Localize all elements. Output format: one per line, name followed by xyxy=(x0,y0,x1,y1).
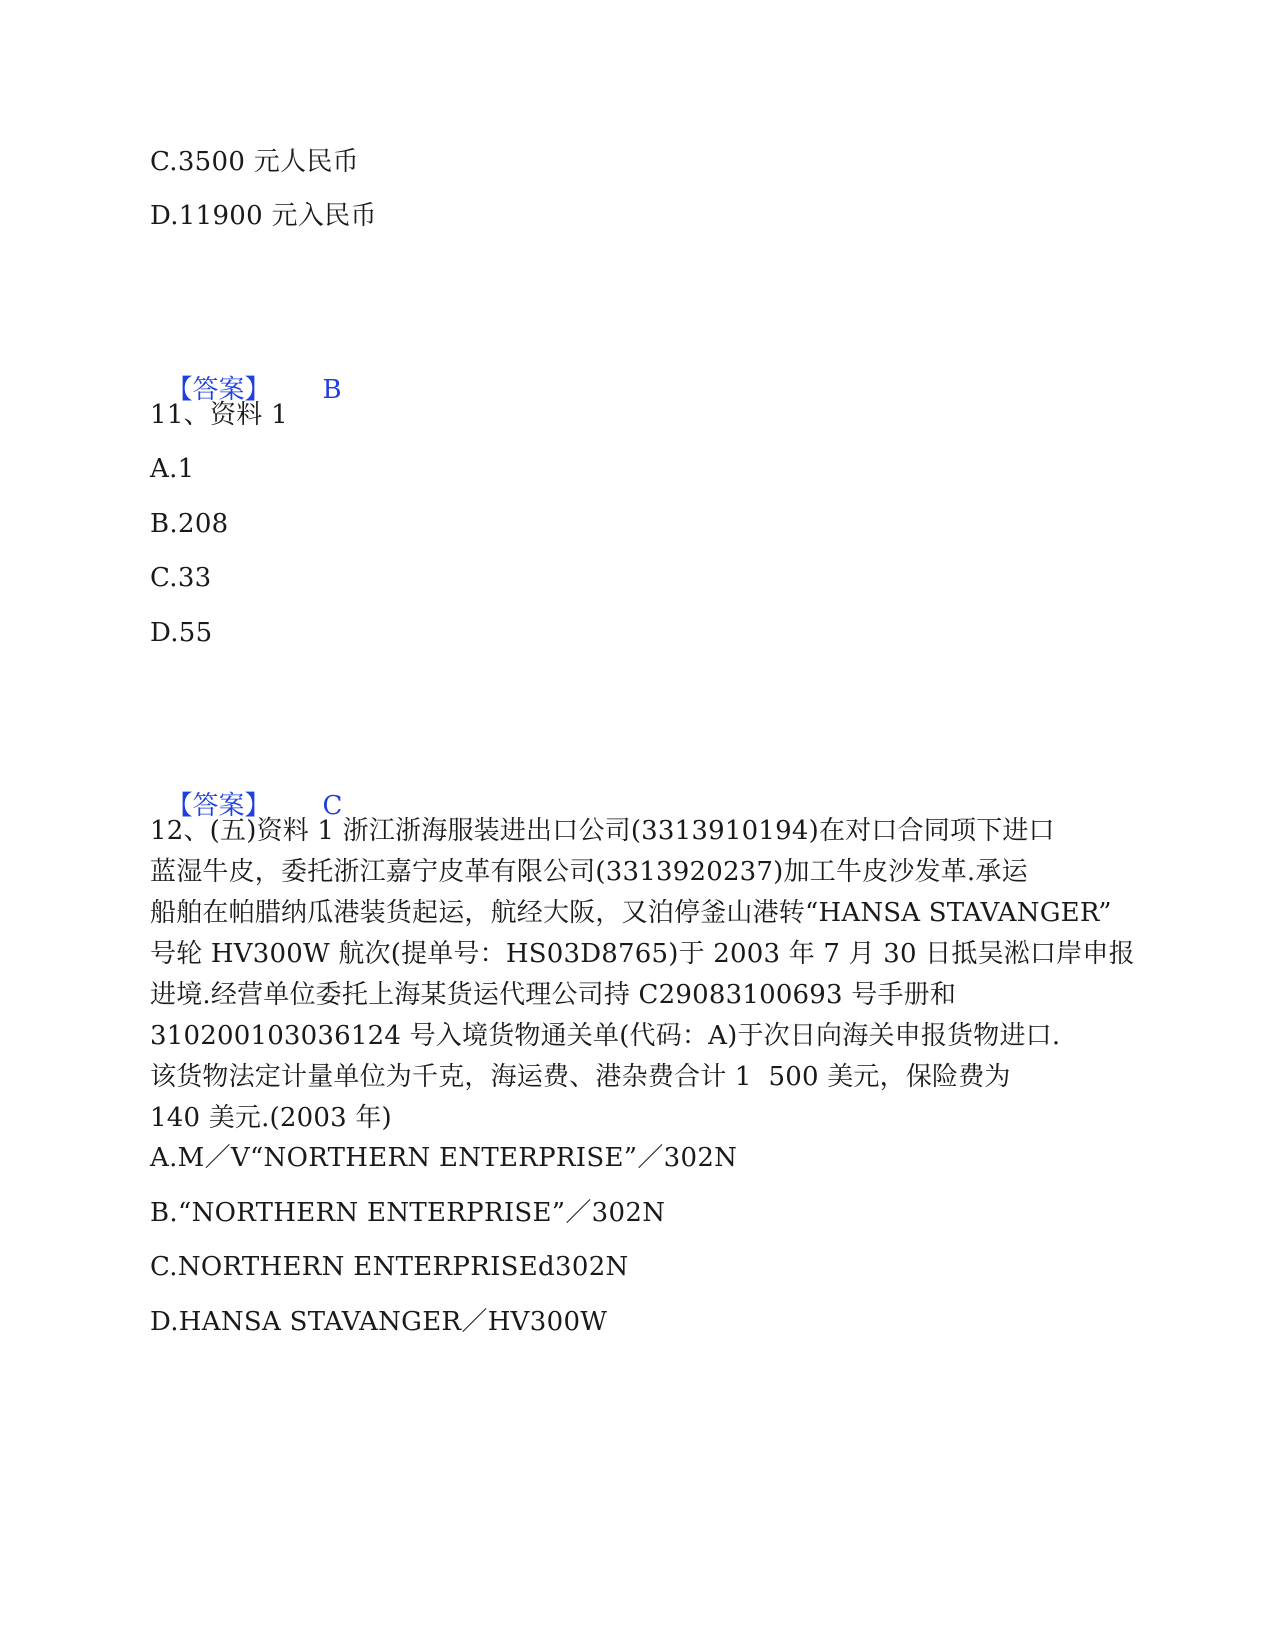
q12-stem-line: 140 美元.(2003 年) xyxy=(150,1103,392,1133)
q11-option-a: A.1 xyxy=(150,454,195,484)
q12-option-d: D.HANSA STAVANGER／HV300W xyxy=(150,1307,608,1337)
q11-stem: 11、资料 1 xyxy=(150,400,288,430)
q12-stem-line: 船舶在帕腊纳瓜港装货起运，航经大阪，又泊停釜山港转“HANSA STAVANGER” xyxy=(150,898,1112,928)
answer-value: B xyxy=(322,375,342,405)
q12-option-a: A.M／V“NORTHERN ENTERPRISE”／302N xyxy=(150,1143,738,1173)
answer-value: C xyxy=(322,791,343,821)
q12-stem-line: 12、(五)资料 1 浙江浙海服装进出口公司(3313910194)在对口合同项下进口 xyxy=(150,816,1055,846)
q10-option-d: D.11900 元入民币 xyxy=(150,201,377,231)
q12-stem xyxy=(150,811,1135,1139)
q12-stem-line: 号轮 HV300W 航次(提单号：HS03D8765)于 2003 年 7 月 30 日抵吴淞口岸申报 xyxy=(150,939,1135,969)
q12-stem-line: 310200103036124 号入境货物通关单(代码：A)于次日向海关申报货物进口. xyxy=(150,1021,1061,1051)
q11-option-c: C.33 xyxy=(150,563,212,593)
answer-label: 【答案】 xyxy=(166,375,271,405)
q11-option-d: D.55 xyxy=(150,618,213,648)
q10-option-c: C.3500 元人民币 xyxy=(150,147,359,177)
q11-option-b: B.208 xyxy=(150,509,229,539)
q12-option-b: B.“NORTHERN ENTERPRISE”／302N xyxy=(150,1198,666,1228)
answer-10 xyxy=(150,345,342,405)
q12-stem-line: 该货物法定计量单位为千克，海运费、港杂费合计 1 500 美元，保险费为 xyxy=(150,1062,1011,1092)
q12-stem-line: 进境.经营单位委托上海某货运代理公司持 C29083100693 号手册和 xyxy=(150,980,957,1010)
q12-option-c: C.NORTHERN ENTERPRISEd302N xyxy=(150,1252,629,1282)
answer-label: 【答案】 xyxy=(166,791,271,821)
q12-stem-line: 蓝湿牛皮，委托浙江嘉宁皮革有限公司(3313920237)加工牛皮沙发革.承运 xyxy=(150,857,1028,887)
